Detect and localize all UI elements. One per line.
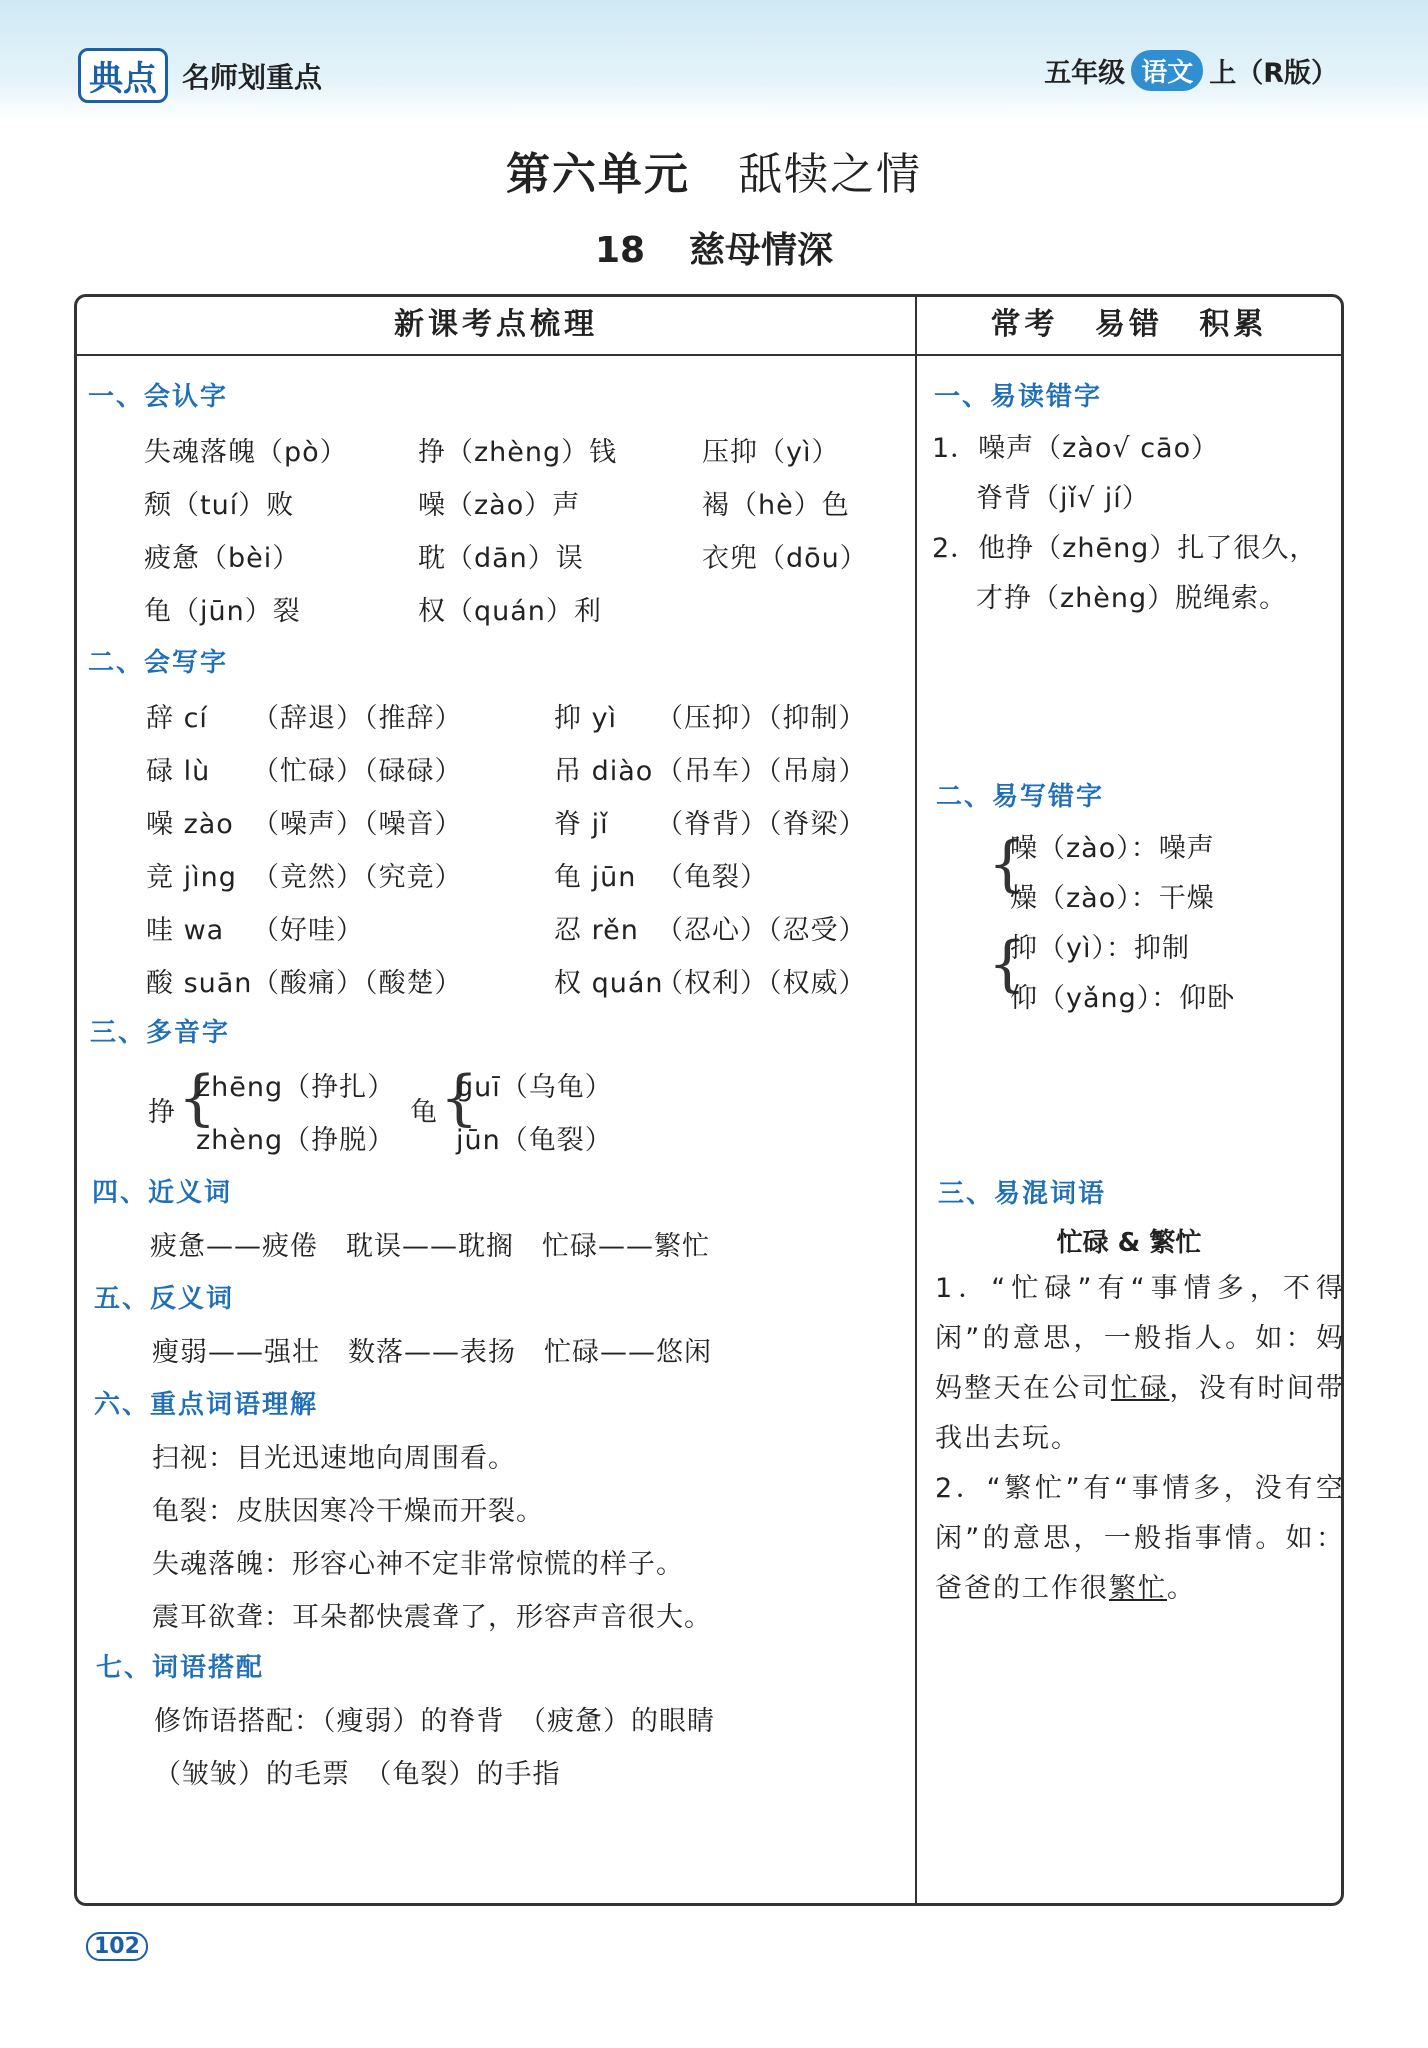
write-words: （吊车）（吊扇） bbox=[656, 756, 867, 787]
misread-item: 脊背（jǐ√ jí） bbox=[976, 483, 1150, 514]
polyphone-reading: zhēng（挣扎） bbox=[196, 1072, 396, 1103]
recognize-item: 噪（zào）声 bbox=[418, 490, 581, 521]
page-number: 102 bbox=[86, 1932, 148, 1961]
miswrite-item: 仰（yǎng）：仰卧 bbox=[1010, 983, 1236, 1014]
section-polyphone: 三、多音字 bbox=[90, 1018, 231, 1048]
write-char: 噪 zào bbox=[146, 809, 234, 840]
explanation-text: 1．“忙碌”有“事情多，不得闲”的意思，一般指人。如：妈妈整天在公司 bbox=[935, 1273, 1345, 1404]
grade-info bbox=[1044, 50, 1338, 91]
polyphone-reading: guī（乌龟） bbox=[456, 1072, 613, 1103]
write-words: （忙碌）（碌碌） bbox=[252, 756, 463, 787]
lesson-number: 18 bbox=[594, 230, 646, 271]
recognize-item: 耽（dān）误 bbox=[418, 543, 584, 574]
misread-item: 才挣（zhèng）脱绳索。 bbox=[976, 583, 1288, 614]
confusing-pair-title: 忙碌 & 繁忙 bbox=[1056, 1228, 1202, 1258]
write-char: 龟 jūn bbox=[554, 862, 637, 893]
write-char: 哇 wa bbox=[146, 915, 225, 946]
recognize-item: 褐（hè）色 bbox=[702, 490, 850, 521]
write-char: 权 quán bbox=[554, 968, 664, 999]
explanation-text: ，没有时间带我出去玩。 bbox=[935, 1373, 1346, 1454]
brand-logo: 典点 bbox=[78, 48, 168, 103]
confusing-explanation-1 bbox=[935, 1264, 1345, 1464]
write-char: 脊 jǐ bbox=[554, 809, 609, 840]
write-char: 酸 suān bbox=[146, 968, 253, 999]
recognize-item: 颓（tuí）败 bbox=[144, 490, 295, 521]
misread-item: 1．噪声（zào√ cāo） bbox=[932, 433, 1220, 464]
recognize-item: 压抑（yì） bbox=[702, 437, 840, 468]
antonyms-row: 瘦弱——强壮 数落——表扬 忙碌——悠闲 bbox=[152, 1337, 712, 1368]
polyphone-reading: jūn（龟裂） bbox=[456, 1125, 613, 1156]
recognize-item: 衣兜（dōu） bbox=[702, 543, 868, 574]
column-divider bbox=[915, 294, 917, 1906]
polyphone-char: 挣 bbox=[148, 1097, 176, 1128]
recognize-item: 权（quán）利 bbox=[418, 596, 602, 627]
write-char: 吊 diào bbox=[554, 756, 654, 787]
section-recognize: 一、会认字 bbox=[88, 382, 229, 412]
miswrite-item: 噪（zào）：噪声 bbox=[1010, 833, 1215, 864]
brace-icon: { bbox=[988, 829, 1027, 899]
unit-number: 第六单元 bbox=[506, 149, 690, 200]
section-misread: 一、易读错字 bbox=[934, 382, 1103, 412]
polyphone-reading: zhèng（挣脱） bbox=[196, 1125, 396, 1156]
write-words: （好哇） bbox=[252, 915, 364, 946]
write-words: （辞退）（推辞） bbox=[252, 703, 463, 734]
brand-name: 名师划重点 bbox=[182, 60, 323, 94]
brace-icon: { bbox=[988, 929, 1027, 999]
section-key-words: 六、重点词语理解 bbox=[94, 1390, 319, 1420]
section-antonyms: 五、反义词 bbox=[94, 1284, 235, 1314]
example-underlined: 忙碌 bbox=[1110, 1373, 1170, 1404]
explanation-text: 2．“繁忙”有“事情多，没有空闲”的意思，一般指事情。如：爸爸的工作很 bbox=[935, 1473, 1345, 1604]
write-char: 辞 cí bbox=[146, 703, 208, 734]
write-char: 碌 lù bbox=[146, 756, 211, 787]
section-miswrite: 二、易写错字 bbox=[936, 782, 1105, 812]
section-confusing: 三、易混词语 bbox=[938, 1179, 1107, 1209]
explanation-text: 。 bbox=[1167, 1573, 1196, 1604]
subject-badge: 语文 bbox=[1131, 50, 1203, 91]
grade-label: 五年级 bbox=[1044, 58, 1126, 89]
brace-icon: { bbox=[440, 1063, 479, 1133]
synonyms-row: 疲惫——疲倦 耽误——耽搁 忙碌——繁忙 bbox=[150, 1231, 710, 1262]
write-words: （压抑）（抑制） bbox=[656, 703, 867, 734]
collocation-item: 修饰语搭配：（瘦弱）的脊背 （疲惫）的眼睛 bbox=[154, 1706, 715, 1737]
collocation-item: （皱皱）的毛票 （龟裂）的手指 bbox=[154, 1759, 561, 1790]
write-char: 竞 jìng bbox=[146, 862, 237, 893]
key-word-item: 扫视：目光迅速地向周围看。 bbox=[152, 1443, 516, 1474]
write-words: （龟裂） bbox=[656, 862, 768, 893]
unit-title bbox=[0, 138, 1428, 202]
recognize-item: 疲惫（bèi） bbox=[144, 543, 301, 574]
polyphone-char: 龟 bbox=[410, 1097, 438, 1128]
key-word-item: 龟裂：皮肤因寒冷干燥而开裂。 bbox=[152, 1496, 544, 1527]
key-word-item: 失魂落魄：形容心神不定非常惊慌的样子。 bbox=[152, 1549, 684, 1580]
miswrite-item: 燥（zào）：干燥 bbox=[1010, 883, 1215, 914]
right-column-header: 常考 易错 积累 bbox=[917, 294, 1341, 356]
confusing-explanation-2 bbox=[935, 1464, 1345, 1614]
write-words: （忍心）（忍受） bbox=[656, 915, 867, 946]
example-underlined: 繁忙 bbox=[1109, 1573, 1167, 1604]
misread-item: 2．他挣（zhēng）扎了很久， bbox=[932, 533, 1318, 564]
write-words: （竞然）（究竞） bbox=[252, 862, 463, 893]
write-words: （脊背）（脊梁） bbox=[656, 809, 867, 840]
key-word-item: 震耳欲聋：耳朵都快震聋了，形容声音很大。 bbox=[152, 1602, 712, 1633]
write-char: 抑 yì bbox=[554, 703, 618, 734]
term-label: 上（R版） bbox=[1209, 58, 1338, 89]
unit-name: 舐犊之情 bbox=[738, 149, 922, 200]
brace-icon: { bbox=[178, 1063, 217, 1133]
recognize-item: 失魂落魄（pò） bbox=[144, 437, 348, 468]
write-words: （酸痛）（酸楚） bbox=[252, 968, 463, 999]
section-collocation: 七、词语搭配 bbox=[96, 1653, 265, 1683]
recognize-item: 龟（jūn）裂 bbox=[144, 596, 301, 627]
write-words: （噪声）（噪音） bbox=[252, 809, 463, 840]
write-char: 忍 rěn bbox=[554, 915, 639, 946]
section-write: 二、会写字 bbox=[88, 648, 229, 678]
section-synonyms: 四、近义词 bbox=[92, 1178, 233, 1208]
lesson-name: 慈母情深 bbox=[689, 230, 834, 271]
lesson-title bbox=[0, 222, 1428, 273]
write-words: （权利）（权威） bbox=[656, 968, 867, 999]
brand bbox=[78, 48, 322, 103]
recognize-item: 挣（zhèng）钱 bbox=[418, 437, 618, 468]
miswrite-item: 抑（yì）：抑制 bbox=[1010, 933, 1190, 964]
left-column-header: 新课考点梳理 bbox=[77, 294, 915, 356]
